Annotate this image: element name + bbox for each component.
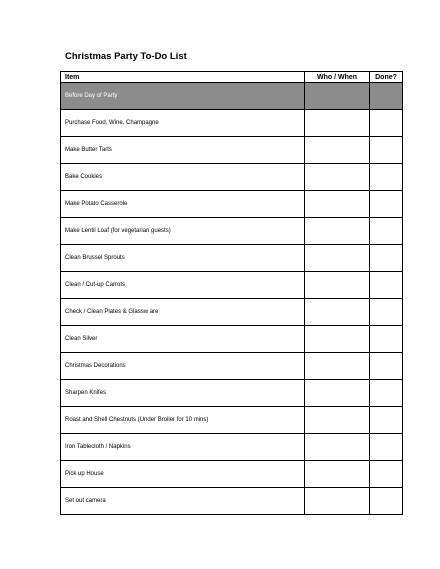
who-when-cell[interactable] [305,434,370,461]
who-when-cell[interactable] [305,164,370,191]
column-header-item: Item [61,72,305,83]
todo-table [60,71,403,515]
section-who-cell [305,83,370,110]
done-cell[interactable] [370,353,403,380]
task-item-cell: Pick up House [61,461,305,488]
section-done-cell [370,83,403,110]
task-item-cell: Clean Brussel Sprouts [61,245,305,272]
who-when-cell[interactable] [305,218,370,245]
table-row [61,326,403,353]
task-item-cell: Check / Clean Plates & Glassw are [61,299,305,326]
task-item-cell: Make Potato Casserole [61,191,305,218]
done-cell[interactable] [370,272,403,299]
column-header-who-when: Who / When [305,72,370,83]
who-when-cell[interactable] [305,461,370,488]
who-when-cell[interactable] [305,245,370,272]
table-row [61,164,403,191]
who-when-cell[interactable] [305,488,370,515]
task-item-cell: Iron Tablecloth / Napkins [61,434,305,461]
table-row [61,299,403,326]
done-cell[interactable] [370,137,403,164]
task-item-cell: Make Butter Tarts [61,137,305,164]
done-cell[interactable] [370,461,403,488]
table-row [61,137,403,164]
table-row [61,407,403,434]
done-cell[interactable] [370,110,403,137]
task-item-cell: Christmas Decorations [61,353,305,380]
who-when-cell[interactable] [305,407,370,434]
section-row [61,83,403,110]
task-item-cell: Clean Silver [61,326,305,353]
table-row [61,191,403,218]
table-row [61,488,403,515]
section-label: Before Day of Party [61,83,305,110]
task-item-cell: Roast and Shell Chestnuts (Under Broiler for 10 mins) [61,407,305,434]
task-item-cell: Make Lentil Loaf (for vegetarian guests) [61,218,305,245]
done-cell[interactable] [370,326,403,353]
table-row [61,245,403,272]
done-cell[interactable] [370,245,403,272]
table-row [61,353,403,380]
done-cell[interactable] [370,434,403,461]
table-row [61,434,403,461]
task-item-cell: Sharpen Knifes [61,380,305,407]
table-row [61,110,403,137]
who-when-cell[interactable] [305,137,370,164]
table-header-row [61,72,403,83]
table-row [61,218,403,245]
table-row [61,461,403,488]
done-cell[interactable] [370,218,403,245]
done-cell[interactable] [370,299,403,326]
who-when-cell[interactable] [305,110,370,137]
task-item-cell: Bake Cookies [61,164,305,191]
done-cell[interactable] [370,164,403,191]
done-cell[interactable] [370,380,403,407]
who-when-cell[interactable] [305,191,370,218]
done-cell[interactable] [370,191,403,218]
task-item-cell: Clean / Cut-up Carrots [61,272,305,299]
task-item-cell: Set out camera [61,488,305,515]
page-title: Christmas Party To-Do List [65,51,187,62]
who-when-cell[interactable] [305,326,370,353]
column-header-done: Done? [370,72,403,83]
done-cell[interactable] [370,488,403,515]
task-item-cell: Purchase Food, Wine, Champagne [61,110,305,137]
table-row [61,272,403,299]
who-when-cell[interactable] [305,272,370,299]
who-when-cell[interactable] [305,353,370,380]
who-when-cell[interactable] [305,299,370,326]
who-when-cell[interactable] [305,380,370,407]
table-row [61,380,403,407]
done-cell[interactable] [370,407,403,434]
